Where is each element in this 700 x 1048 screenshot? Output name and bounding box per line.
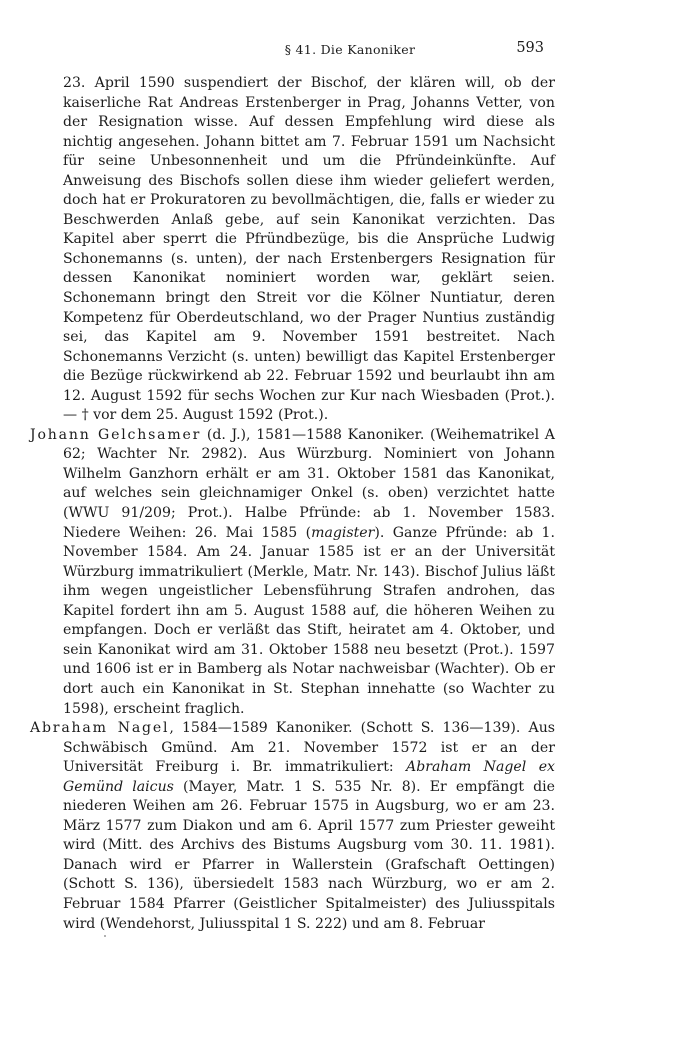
entry-name: Abraham Nagel bbox=[30, 720, 170, 737]
page-number: 593 bbox=[516, 40, 544, 56]
entry-abraham-nagel bbox=[30, 719, 555, 934]
entry-text: , 1584—1589 Kanoniker. (Schott S. 136—139). Aus Schwäbisch Gmünd. Am 21. November 1572 ist er an der Universität Freiburg i. Br. immatrikuliert: bbox=[63, 720, 555, 776]
entry-johann-gelchsamer bbox=[30, 426, 555, 719]
body-text bbox=[30, 74, 555, 934]
entry-italic-text: Abraham Nagel ex Gemünd laicus bbox=[63, 759, 555, 795]
entry-name: Johann Gelchsamer bbox=[30, 426, 202, 443]
entry-text: (Mayer, Matr. 1 S. 535 Nr. 8). Er empfängt die niederen Weihen am 26. Februar 1575 in Augsburg, wo er am 23. März 1577 zum Diakon und am 6. April 1577 zum Priester geweiht wird (Mitt. des Archivs des Bistums Augsburg vom 30. 11. 1981). Danach wird er Pfarrer in Wallerstein (Grafschaft Oettingen) (Schott S. 136), übersiedelt 1583 nach Würzburg, wo er am 2. Februar 1584 Pfarrer (Geistlicher Spitalmeister) des Juliusspitals wird (Wendehorst, Juliusspital 1 S. 222) und am 8. Februar bbox=[63, 778, 556, 932]
entry-text: ). Ganze Pfründe: ab 1. November 1584. Am 24. Januar 1585 ist er an der Universität Würzburg immatrikuliert (Merkle, Matr. Nr. 143). Bischof Julius läßt ihm wegen ungeistlicher Lebensführung Strafen androhen, das Kapitel fordert ihn am 5. August 1588 auf, die höheren Weihen zu empfangen. Doch er verläßt das Stift, heiratet am 4. Oktober, und sein Kanonikat wird am 31. Oktober 1588 neu besetzt (Prot.). 1597 und 1606 ist er in Bamberg als Notar nachweisbar (Wachter). Ob er dort auch ein Kanonikat in St. Stephan innehatte (so Wachter zu 1598), erscheint fraglich. bbox=[63, 524, 555, 717]
continuation-text: 23. April 1590 suspendiert der Bischof, der klären will, ob der kaiserliche Rat Andreas Erstenberger in Prag, Johanns Vetter, von der Resignation wisse. Auf dessen Empfehlung wird diese als nichtig angesehen. Johann bittet am 7. Februar 1591 um Nachsicht für seine Unbesonnenheit und um die Pfründeinkünfte. Auf Anweisung des Bischofs sollen diese ihm wieder geliefert werden, doch hat er Prokuratoren zu bevollmächtigen, die, falls er wieder zu Beschwerden Anlaß gebe, auf sein Kanonikat verzichten. Das Kapitel aber sperrt die Pfründbezüge, bis die Ansprüche Ludwig Schonemanns (s. unten), der nach Erstenbergers Resignation für dessen Kanonikat nominiert worden war, geklärt seien. Schonemann bringt den Streit vor die Kölner Nuntiatur, deren Kompetenz für Oberdeutschland, wo der Prager Nuntius zuständig sei, das Kapitel am 9. November 1591 bestreitet. Nach Schonemanns Verzicht (s. unten) bewilligt das Kapitel Erstenberger die Bezüge rückwirkend ab 22. Februar 1592 und beurlaubt ihn am 12. August 1592 für sechs Wochen zur Kur nach Wiesbaden (Prot.). — † vor dem 25. August 1592 (Prot.). bbox=[63, 75, 555, 424]
print-speck bbox=[104, 935, 106, 937]
running-head bbox=[0, 40, 700, 60]
running-title: § 41. Die Kanoniker bbox=[284, 42, 416, 57]
entry-italic-text: magister bbox=[311, 524, 375, 541]
continuation-paragraph bbox=[30, 74, 555, 426]
entry-text: (d. J.), 1581—1588 Kanoniker. (Weihematrikel A 62; Wachter Nr. 2982). Aus Würzburg. Nominiert von Johann Wilhelm Ganzhorn erhält er am 31. Oktober 1581 das Kanonikat, auf welches sein gleichnamiger Onkel (s. oben) verzichtet hatte (WWU 91/209; Prot.). Halbe Pfründe: ab 1. November 1583. Niedere Weihen: 26. Mai 1585 ( bbox=[63, 426, 555, 541]
